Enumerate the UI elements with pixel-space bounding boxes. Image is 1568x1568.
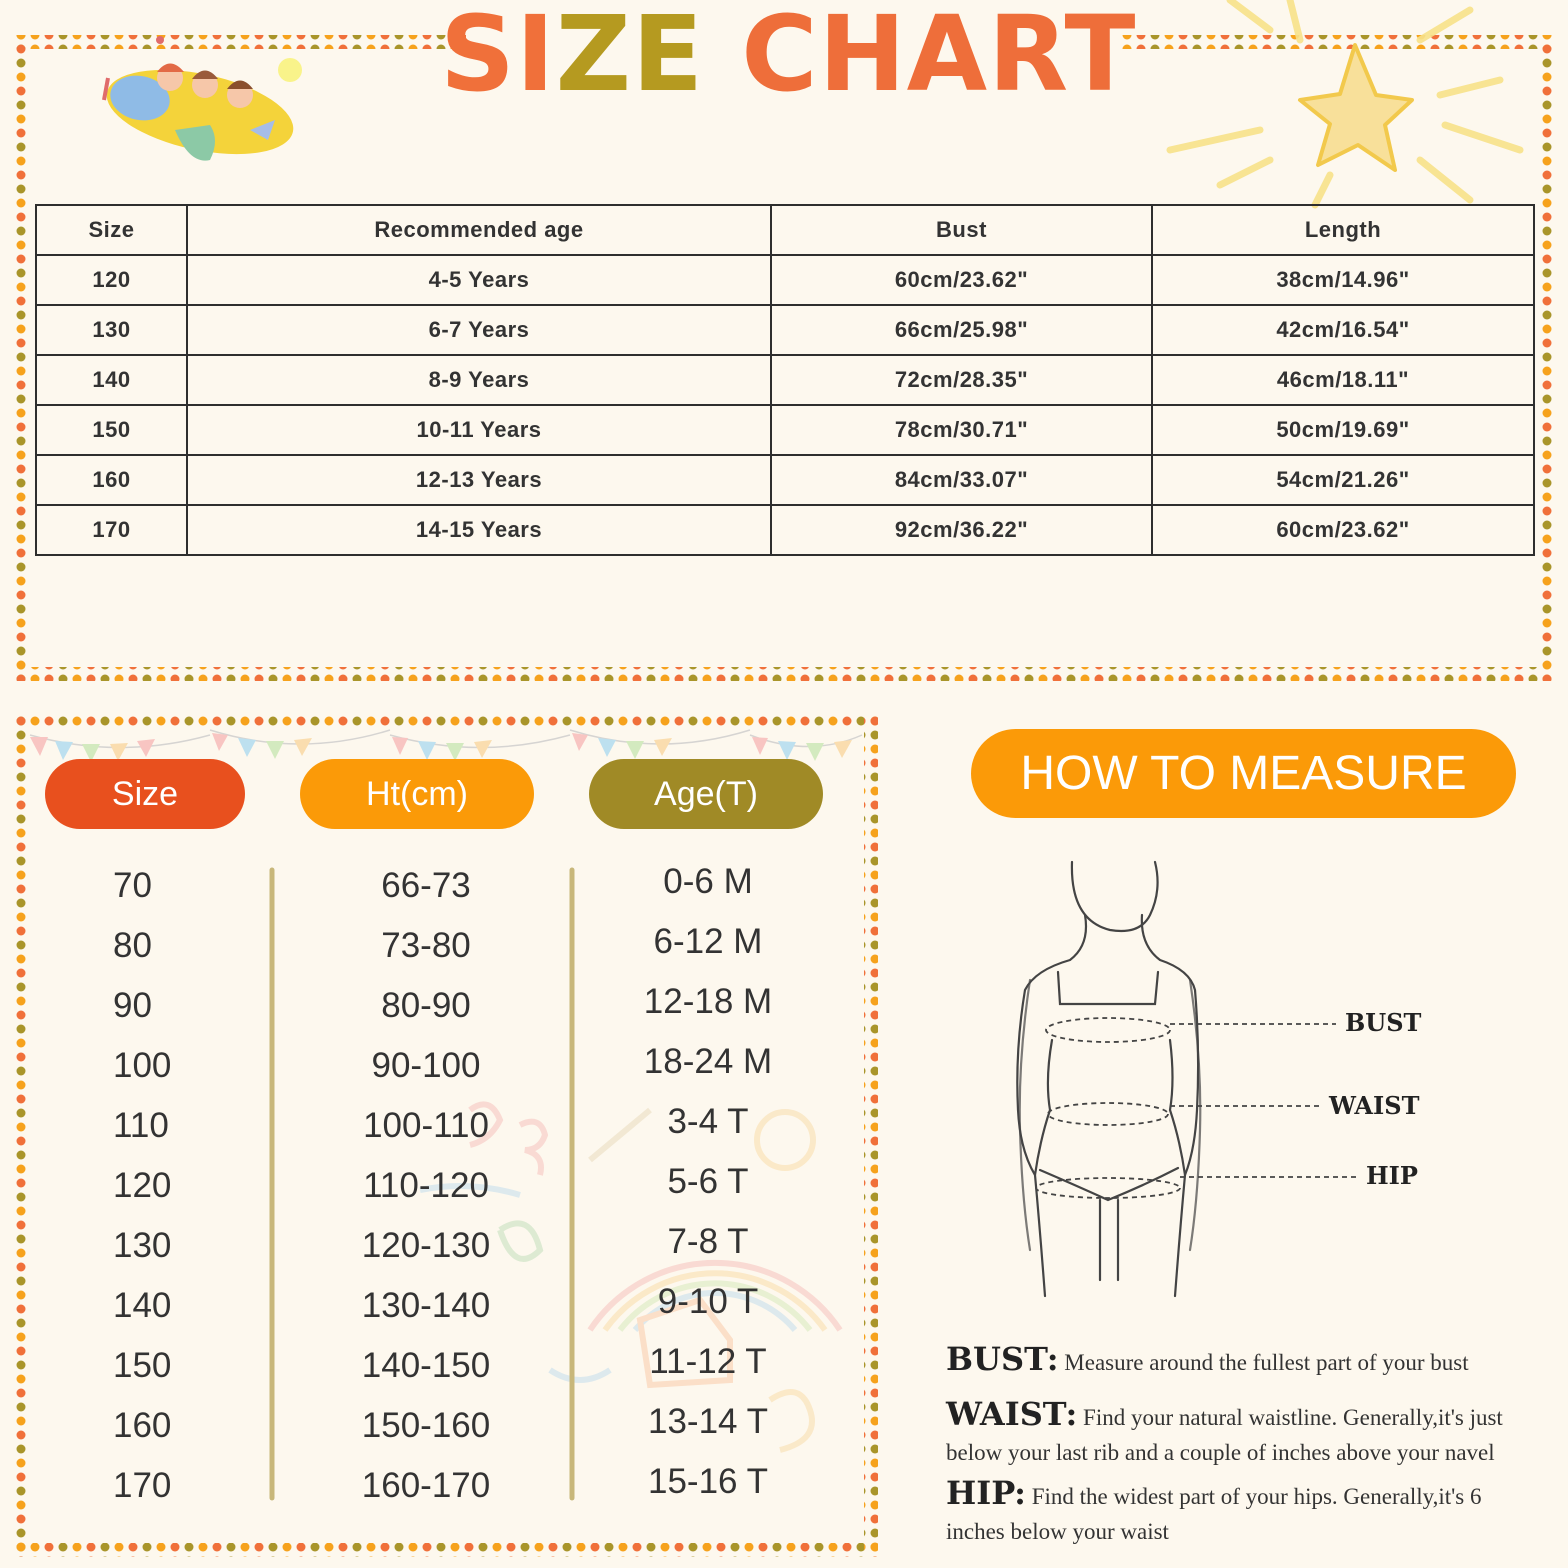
header-bust: Bust xyxy=(771,205,1152,255)
height-value: 80-90 xyxy=(381,986,471,1025)
table-row xyxy=(36,355,1534,405)
airplane-kids-icon xyxy=(99,36,302,169)
bust-label: BUST xyxy=(1345,1008,1422,1037)
age-value: 18-24 M xyxy=(643,1042,773,1081)
cell-age: 14-15 Years xyxy=(187,505,771,555)
cell-size: 150 xyxy=(36,405,187,455)
size-value: 130 xyxy=(113,1226,172,1265)
height-value: 73-80 xyxy=(381,926,471,965)
age-header-pill: Age(T) xyxy=(589,759,823,829)
how-to-measure-title: HOW TO MEASURE xyxy=(971,729,1516,818)
age-value: 9-10 T xyxy=(657,1282,759,1321)
bust-text: Measure around the fullest part of your bust xyxy=(1064,1350,1469,1375)
height-value: 110-120 xyxy=(363,1166,489,1205)
title-part-3: CHART xyxy=(741,0,1137,115)
cell-bust: 60cm/23.62" xyxy=(771,255,1152,305)
cell-age: 4-5 Years xyxy=(187,255,771,305)
size-value: 150 xyxy=(113,1346,172,1385)
hip-term: HIP: xyxy=(946,1474,1026,1512)
header-size: Size xyxy=(36,205,187,255)
cell-length: 54cm/21.26" xyxy=(1152,455,1534,505)
cell-length: 38cm/14.96" xyxy=(1152,255,1534,305)
cell-length: 60cm/23.62" xyxy=(1152,505,1534,555)
cell-length: 50cm/19.69" xyxy=(1152,405,1534,455)
hip-description-line2: inches below your waist xyxy=(946,1519,1169,1544)
size-value: 120 xyxy=(113,1166,172,1205)
age-value: 12-18 M xyxy=(643,982,773,1021)
size-value: 70 xyxy=(113,866,152,905)
height-header-pill: Ht(cm) xyxy=(300,759,534,829)
waist-label: WAIST xyxy=(1329,1091,1420,1120)
cell-size: 160 xyxy=(36,455,187,505)
cell-bust: 84cm/33.07" xyxy=(771,455,1152,505)
table-header-row xyxy=(36,205,1534,255)
hip-label: HIP xyxy=(1366,1161,1418,1190)
bust-term: BUST: xyxy=(946,1340,1059,1378)
size-value: 100 xyxy=(113,1046,172,1085)
cell-age: 10-11 Years xyxy=(187,405,771,455)
cell-age: 6-7 Years xyxy=(187,305,771,355)
table-row xyxy=(36,405,1534,455)
bunting-icon xyxy=(30,730,862,762)
bust-description xyxy=(946,1340,1546,1378)
hip-description xyxy=(946,1474,1546,1512)
age-value: 7-8 T xyxy=(667,1222,749,1261)
cell-bust: 92cm/36.22" xyxy=(771,505,1152,555)
age-value: 6-12 M xyxy=(653,922,763,961)
header-recommended-age: Recommended age xyxy=(187,205,771,255)
height-value: 150-160 xyxy=(361,1406,491,1445)
page-title xyxy=(440,0,1137,115)
height-value: 160-170 xyxy=(361,1466,491,1505)
waist-text-line1: Find your natural waistline. Generally,it's just xyxy=(1083,1405,1503,1430)
size-header-pill: Size xyxy=(45,759,245,829)
age-value: 3-4 T xyxy=(667,1102,749,1141)
cell-age: 12-13 Years xyxy=(187,455,771,505)
age-value: 0-6 M xyxy=(663,862,753,901)
title-part-2: ZE xyxy=(555,0,705,115)
size-value: 140 xyxy=(113,1286,172,1325)
title-part-1: SI xyxy=(440,0,556,115)
size-value: 90 xyxy=(113,986,152,1025)
cell-bust: 66cm/25.98" xyxy=(771,305,1152,355)
cell-length: 42cm/16.54" xyxy=(1152,305,1534,355)
age-value: 11-12 T xyxy=(649,1342,767,1381)
waist-term: WAIST: xyxy=(946,1395,1078,1433)
table-row xyxy=(36,505,1534,555)
height-value: 100-110 xyxy=(363,1106,489,1145)
size-value: 80 xyxy=(113,926,152,965)
table-row xyxy=(36,305,1534,355)
height-value: 120-130 xyxy=(361,1226,491,1265)
cell-age: 8-9 Years xyxy=(187,355,771,405)
age-value: 15-16 T xyxy=(648,1462,768,1501)
waist-description xyxy=(946,1395,1546,1433)
header-length: Length xyxy=(1152,205,1534,255)
star-icon xyxy=(1170,0,1520,205)
waist-description-line2: below your last rib and a couple of inches above your navel xyxy=(946,1440,1495,1465)
age-value: 13-14 T xyxy=(648,1402,768,1441)
table-row xyxy=(36,255,1534,305)
cell-size: 130 xyxy=(36,305,187,355)
cell-size: 170 xyxy=(36,505,187,555)
height-value: 140-150 xyxy=(361,1346,491,1385)
height-value: 90-100 xyxy=(371,1046,481,1085)
size-value: 160 xyxy=(113,1406,172,1445)
table-row xyxy=(36,455,1534,505)
size-value: 170 xyxy=(113,1466,172,1505)
age-value: 5-6 T xyxy=(667,1162,749,1201)
cell-size: 120 xyxy=(36,255,187,305)
cell-size: 140 xyxy=(36,355,187,405)
height-value: 66-73 xyxy=(381,866,471,905)
cell-bust: 78cm/30.71" xyxy=(771,405,1152,455)
hip-text-line1: Find the widest part of your hips. Generally,it's 6 xyxy=(1031,1484,1482,1509)
size-table xyxy=(35,204,1535,556)
height-value: 130-140 xyxy=(361,1286,491,1325)
size-value: 110 xyxy=(113,1106,169,1145)
cell-length: 46cm/18.11" xyxy=(1152,355,1534,405)
cell-bust: 72cm/28.35" xyxy=(771,355,1152,405)
body-figure-icon xyxy=(1017,862,1200,1296)
